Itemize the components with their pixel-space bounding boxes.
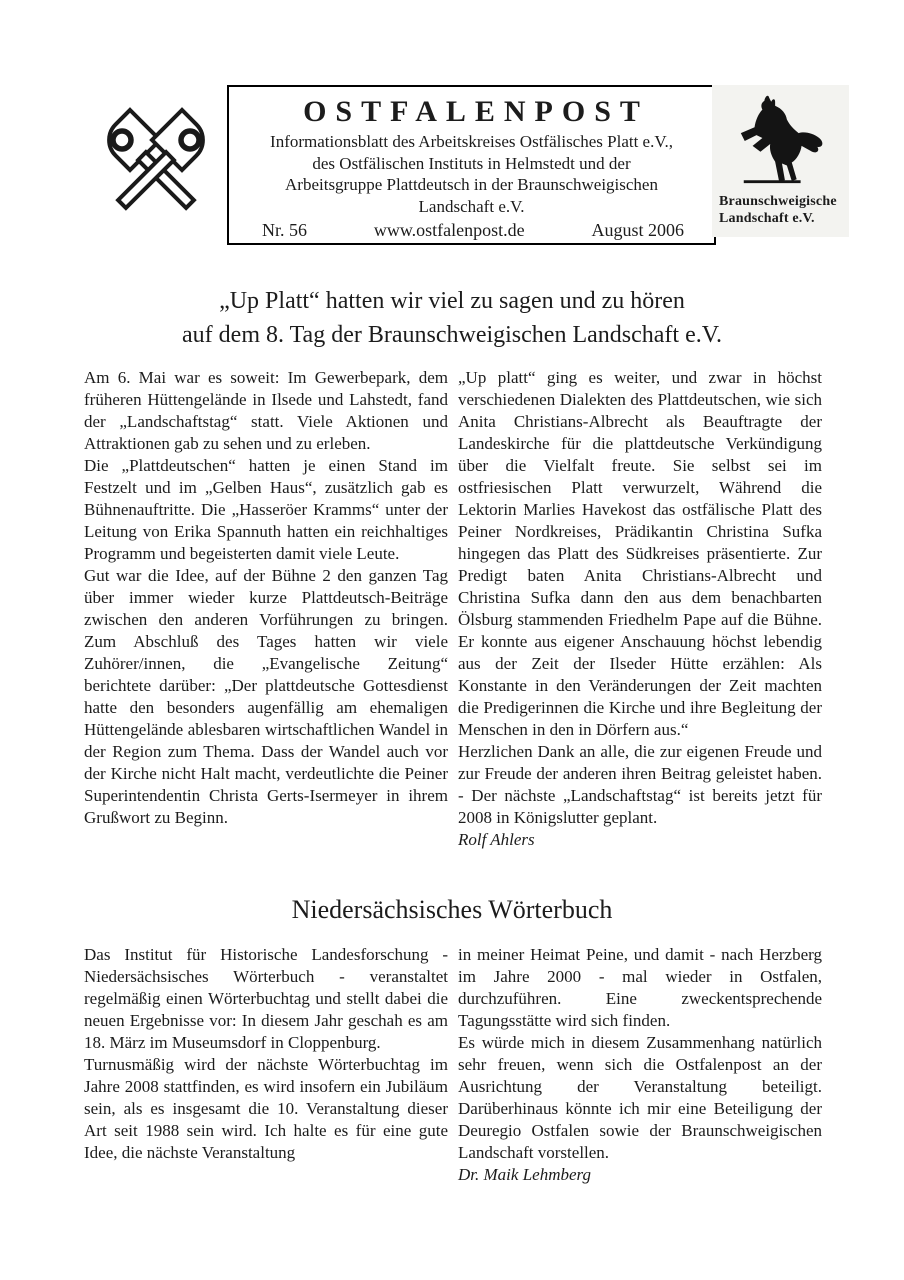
- horse-logo-caption-line2: Landschaft e.V.: [719, 211, 815, 226]
- paragraph: Herzlichen Dank an alle, die zur eigenen Freude und zur Freude der anderen ihren Beitrag geleistet haben. - Der nächste „Landschaftstag“ ist bereits jetzt für 2008 in Königslutter geplant.: [458, 742, 822, 827]
- horse-logo-caption-line1: Braunschweigische: [719, 194, 837, 209]
- paragraph: Gut war die Idee, auf der Bühne 2 den ganzen Tag über immer wieder kurze Plattdeutsch-Beiträge zwischen den anderen Vorführungen zu bringen. Zum Abschluß des Tages hatten wir viele Zuhörer/innen, die „Evangelische Zeitung“ berichtete darüber: „Der plattdeutsche Gottesdienst hatte den besonders augenfällig am ehemaligen Hüttengelände ablesbaren wirtschaftlichen Wandel in der Region zum Thema. Dass der Wandel auch vor der Kirche nicht Halt macht, verdeutlichte die Peiner Superintendentin Christa Gerts-Isermeyer in ihrem Grußwort zu Beginn.: [84, 566, 448, 827]
- newsletter-subtitle-line: Landschaft e.V.: [418, 196, 525, 216]
- newsletter-subtitle-line: des Ostfälischen Instituts in Helmstedt und der: [312, 153, 631, 173]
- article-2-body: [84, 944, 822, 1186]
- issue-date: August 2006: [591, 220, 684, 240]
- article-2-column-left: [84, 944, 448, 1186]
- newsletter-subtitle-line: Informationsblatt des Arbeitskreises Ostfälisches Platt e.V.,: [270, 132, 673, 151]
- issue-number: Nr. 56: [262, 220, 307, 240]
- article-1-column-right: [458, 367, 822, 851]
- article-1-column-left: [84, 367, 448, 851]
- paragraph: in meiner Heimat Peine, und damit - nach Herzberg im Jahre 2000 - mal wieder in Ostfalen, durchzuführen. Eine zweckentsprechende Tagungsstätte wird sich finden.: [458, 945, 822, 1030]
- paragraph: Die „Plattdeutschen“ hatten je einen Stand im Festzelt und im „Gelben Haus“, zusätzlich gab es Bühnenauftritte. Die „Hasseröer Kramms“ unter der Leitung von Erika Spannuth hatten ein reichhaltiges Programm und begeisterten damit viele Leute.: [84, 456, 448, 563]
- newsletter-subtitle-line: Arbeitsgruppe Plattdeutsch in der Braunschweigischen: [285, 175, 658, 194]
- paragraph: Turnusmäßig wird der nächste Wörterbuchtag im Jahre 2008 stattfinden, es wird insofern ein Jubiläum sein, als es insgesamt die 10. Veranstaltung dieser Art seit 1988 sein wird. Ich halte es für eine gute Idee, die nächste Veranstaltung: [84, 1055, 448, 1162]
- crossed-signal-flags-icon: [86, 102, 226, 224]
- masthead-box: [227, 85, 716, 245]
- article-2-column-right: [458, 944, 822, 1186]
- paragraph: „Up platt“ ging es weiter, und zwar in höchst verschiedenen Dialekten des Plattdeutschen, wie sich Anita Christians-Albrecht als Beauftragte der Landeskirche für die plattdeutsche Verkündigung über die Vielfalt freute. Sie selbst sei im ostfriesischen Platt verwurzelt, Während die Lektorin Marlies Havekost das ostfälische Platt des Peiner Nordkreises, Prädikantin Christina Sufka hingegen das Platt des Südkreises präsentierte. Zur Predigt baten Anita Christians-Albrecht und Christina Sufka dann den aus dem benachbarten Ölsburg stammenden Friedhelm Pape auf die Bühne. Er konnte aus eigener Anschauung höchst lebendig aus der Zeit der Ilseder Hütte erzählen: Als Konstante in den Veränderungen der Zeit machten die Predigerinnen die Kirche und ihre Begleitung der Menschen in den in Dörfern aus.“: [458, 368, 822, 739]
- paragraph: Am 6. Mai war es soweit: Im Gewerbepark, dem früheren Hüttengelände in Ilsede und Lahstedt, fand der „Landschaftstag“ statt. Viele Aktionen und Attraktionen gab zu sehen und zu erleben.: [84, 368, 448, 453]
- newsletter-title: OSTFALENPOST: [303, 95, 649, 128]
- paragraph: Es würde mich in diesem Zusammenhang natürlich sehr freuen, wenn sich die Ostfalenpost an der Ausrichtung der Veranstaltung beteiligt. Darüberhinaus könnte ich mir eine Beteiligung der Deuregio Ostfalen sowie der Braunschweigischen Landschaft vorstellen.: [458, 1033, 822, 1162]
- braunschweigische-landschaft-logo: [712, 85, 849, 237]
- article-1-body: [84, 367, 822, 851]
- signature-maik-lehmberg: Dr. Maik Lehmberg: [458, 1165, 591, 1184]
- paragraph: Das Institut für Historische Landesforschung - Niedersächsisches Wörterbuch - veranstaltet regelmäßig einen Wörterbuchtag und stellt dabei die neuen Ergebnisse vor: In diesem Jahr geschah es am 18. März im Museumsdorf in Cloppenburg.: [84, 945, 448, 1052]
- article-1-heading-line1: „Up Platt“ hatten wir viel zu sagen und zu hören: [219, 288, 685, 314]
- website-url: www.ostfalenpost.de: [373, 220, 525, 240]
- article-2-heading: Niedersächsisches Wörterbuch: [291, 895, 613, 924]
- article-1-heading-line2: auf dem 8. Tag der Braunschweigischen Landschaft e.V.: [182, 322, 722, 348]
- rearing-horse-icon: [732, 91, 830, 191]
- article-1-heading: [0, 284, 904, 352]
- signature-rolf-ahlers: Rolf Ahlers: [458, 830, 535, 849]
